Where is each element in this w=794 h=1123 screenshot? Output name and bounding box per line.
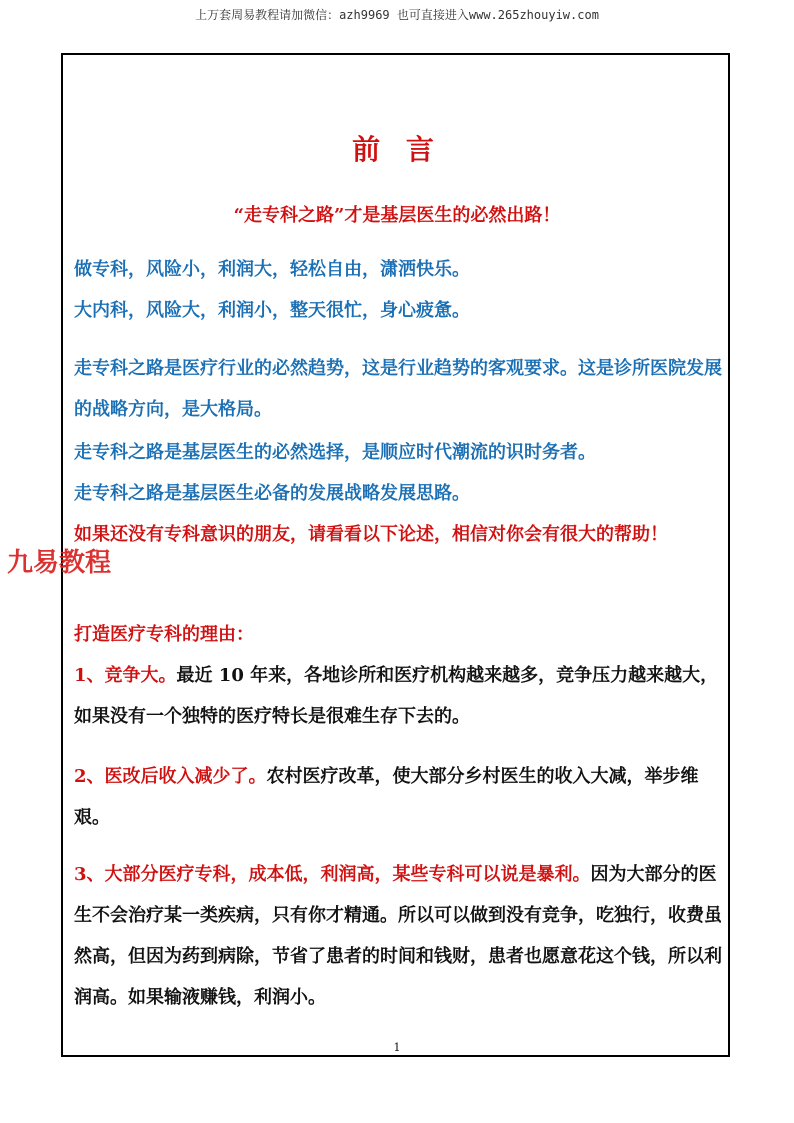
reason-item [74,854,724,1018]
page-number: 1 [393,1041,401,1054]
page-title: 前 言 [352,133,442,166]
page-subtitle: “走专科之路”才是基层医生的必然出路！ [233,205,561,226]
choice-paragraph: 走专科之路是基层医生的必然选择，是顺应时代潮流的识时务者。 [74,442,596,463]
reason-text: 因为大部分的医生不会治疗某一类疾病，只有你才精通。所以可以做到没有竞争，吃独行，收费虽然高，但因为药到病除，节省了患者的时间和钱财，患者也愿意花这个钱，所以利润高。如果输液赚钱，利润小。 [74,864,722,1008]
header-note: 上万套周易教程请加微信：azh9969 也可直接进入www.265zhouyiw.com [195,8,599,22]
watermark-logo: 九易教程 [7,548,112,578]
reason-text: 最近 10 年来，各地诊所和医疗机构越来越多，竞争压力越来越大，如果没有一个独特的医疗特长是很难生存下去的。 [74,665,719,727]
reason-item [74,655,724,737]
reason-item [74,756,724,838]
internal-medicine-line: 大内科，风险大，利润小，整天很忙，身心疲惫。 [74,300,470,321]
trend-paragraph: 走专科之路是医疗行业的必然趋势，这是行业趋势的客观要求。这是诊所医院发展的战略方向，是大格局。 [74,358,722,420]
reason-lead: 1、竞争大。 [74,665,177,686]
reason-text: 农村医疗改革，使大部分乡村医生的收入大减，举步维艰。 [74,766,699,828]
strategy-paragraph: 走专科之路是基层医生必备的发展战略发展思路。 [74,483,470,504]
reasons-heading: 打造医疗专科的理由： [74,624,254,645]
reason-lead: 2、医改后收入减少了。 [74,766,267,787]
advice-paragraph: 如果还没有专科意识的朋友，请看看以下论述，相信对你会有很大的帮助！ [74,524,668,545]
specialty-line: 做专科，风险小，利润大，轻松自由，潇洒快乐。 [74,259,470,280]
reason-lead: 3、大部分医疗专科，成本低，利润高，某些专科可以说是暴利。 [74,864,591,885]
